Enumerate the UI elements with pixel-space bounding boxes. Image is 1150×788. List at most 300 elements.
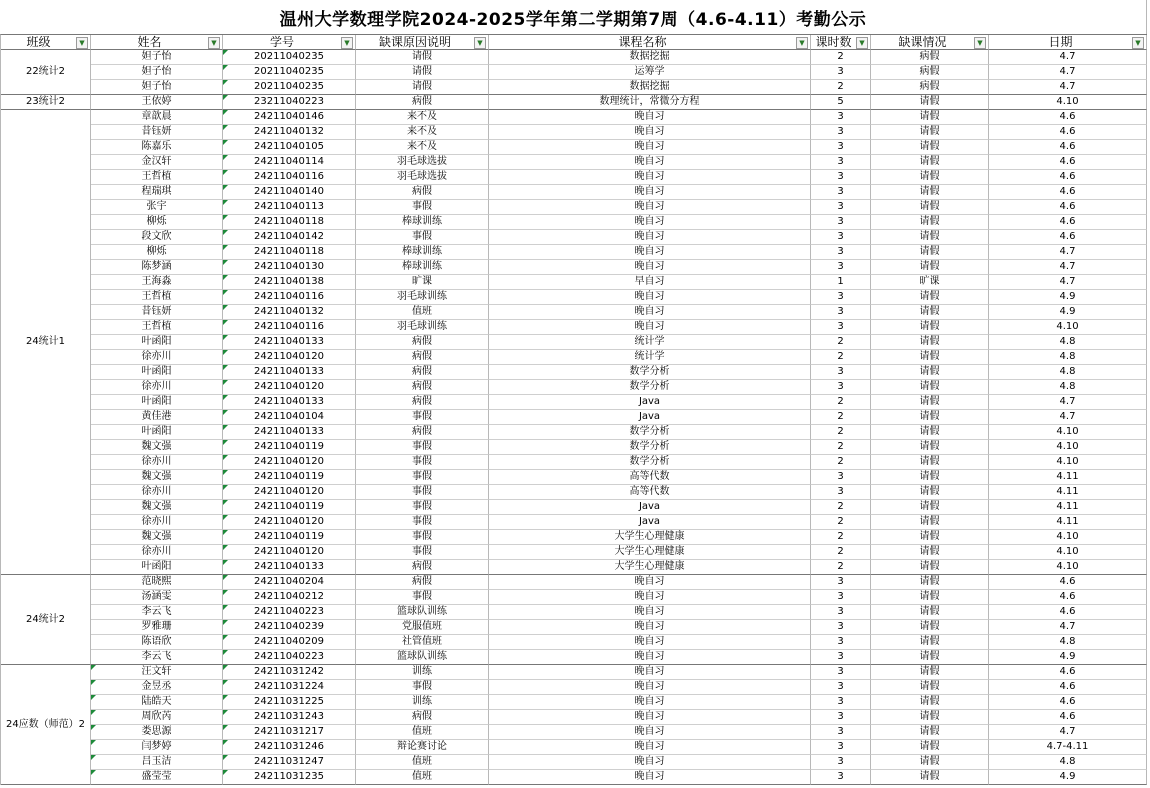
table-cell-date: 4.8 <box>989 755 1147 770</box>
table-cell-absence-type: 请假 <box>871 290 989 305</box>
table-cell-course: 晚自习 <box>489 170 811 185</box>
table-cell-reason: 棒球训练 <box>356 245 489 260</box>
table-cell-name: 范晓熙 <box>91 575 223 590</box>
table-cell-course: 统计学 <box>489 350 811 365</box>
table-cell-course: 早自习 <box>489 275 811 290</box>
column-header-label: 日期 <box>1048 35 1073 49</box>
table-cell-course: 晚自习 <box>489 185 811 200</box>
table-cell-reason: 辩论赛讨论 <box>356 740 489 755</box>
table-cell-hours: 3 <box>811 740 871 755</box>
table-cell-absence-type: 请假 <box>871 455 989 470</box>
table-cell-reason: 事假 <box>356 440 489 455</box>
table-cell-student-id: 24211040140 <box>223 185 356 200</box>
table-cell-date: 4.6 <box>989 575 1147 590</box>
table-cell-absence-type: 请假 <box>871 725 989 740</box>
table-cell-name: 金昱丞 <box>91 680 223 695</box>
table-cell-reason: 病假 <box>356 335 489 350</box>
table-cell-course: 晚自习 <box>489 320 811 335</box>
table-cell-date: 4.6 <box>989 215 1147 230</box>
table-cell-name: 魏文强 <box>91 530 223 545</box>
table-cell-absence-type: 病假 <box>871 50 989 65</box>
filter-dropdown-icon[interactable]: ▼ <box>208 37 220 49</box>
table-cell-student-id: 24211040114 <box>223 155 356 170</box>
table-cell-absence-type: 请假 <box>871 695 989 710</box>
table-cell-date: 4.10 <box>989 95 1147 110</box>
table-cell-reason: 病假 <box>356 395 489 410</box>
table-cell-absence-type: 请假 <box>871 560 989 575</box>
table-cell-reason: 来不及 <box>356 140 489 155</box>
table-cell-course: 晚自习 <box>489 620 811 635</box>
table-cell-hours: 2 <box>811 50 871 65</box>
table-cell-absence-type: 请假 <box>871 650 989 665</box>
table-cell-date: 4.7 <box>989 80 1147 95</box>
table-cell-student-id: 20211040235 <box>223 50 356 65</box>
table-cell-reason: 病假 <box>356 185 489 200</box>
table-cell-hours: 3 <box>811 755 871 770</box>
table-cell-reason: 羽毛球训练 <box>356 320 489 335</box>
table-cell-course: 晚自习 <box>489 155 811 170</box>
table-cell-name: 金汉轩 <box>91 155 223 170</box>
table-cell-date: 4.11 <box>989 500 1147 515</box>
table-cell-hours: 5 <box>811 95 871 110</box>
table-cell-reason: 事假 <box>356 410 489 425</box>
table-cell-absence-type: 请假 <box>871 575 989 590</box>
table-cell-student-id: 24211040119 <box>223 440 356 455</box>
table-cell-course: 晚自习 <box>489 725 811 740</box>
table-cell-date: 4.7 <box>989 725 1147 740</box>
table-cell-hours: 2 <box>811 410 871 425</box>
table-cell-absence-type: 请假 <box>871 410 989 425</box>
table-cell-name: 叶函阳 <box>91 560 223 575</box>
table-cell-course: 晚自习 <box>489 110 811 125</box>
table-cell-absence-type: 请假 <box>871 215 989 230</box>
table-cell-reason: 病假 <box>356 710 489 725</box>
table-cell-student-id: 24211040133 <box>223 365 356 380</box>
table-cell-student-id: 24211040133 <box>223 425 356 440</box>
table-cell-name: 叶函阳 <box>91 335 223 350</box>
table-cell-absence-type: 请假 <box>871 245 989 260</box>
table-cell-date: 4.7-4.11 <box>989 740 1147 755</box>
table-cell-absence-type: 请假 <box>871 365 989 380</box>
table-cell-student-id: 24211031224 <box>223 680 356 695</box>
table-cell-course: 数据挖掘 <box>489 80 811 95</box>
table-cell-hours: 3 <box>811 650 871 665</box>
table-cell-student-id: 24211031225 <box>223 695 356 710</box>
class-cell: 24统计1 <box>1 110 91 575</box>
table-cell-hours: 3 <box>811 215 871 230</box>
table-cell-student-id: 24211040223 <box>223 650 356 665</box>
table-cell-absence-type: 请假 <box>871 200 989 215</box>
table-cell-absence-type: 请假 <box>871 755 989 770</box>
table-cell-absence-type: 请假 <box>871 350 989 365</box>
table-cell-student-id: 24211040209 <box>223 635 356 650</box>
table-cell-course: 数学分析 <box>489 425 811 440</box>
column-header-label: 学号 <box>269 35 294 49</box>
class-cell: 24统计2 <box>1 575 91 665</box>
table-cell-absence-type: 请假 <box>871 530 989 545</box>
table-cell-hours: 3 <box>811 65 871 80</box>
table-cell-date: 4.10 <box>989 545 1147 560</box>
table-cell-date: 4.6 <box>989 680 1147 695</box>
table-cell-student-id: 24211040204 <box>223 575 356 590</box>
table-cell-hours: 3 <box>811 485 871 500</box>
table-cell-date: 4.6 <box>989 665 1147 680</box>
table-cell-hours: 3 <box>811 170 871 185</box>
table-cell-absence-type: 请假 <box>871 485 989 500</box>
table-cell-date: 4.6 <box>989 605 1147 620</box>
table-cell-date: 4.7 <box>989 620 1147 635</box>
table-cell-student-id: 24211040138 <box>223 275 356 290</box>
table-cell-reason: 事假 <box>356 455 489 470</box>
table-cell-course: 晚自习 <box>489 605 811 620</box>
table-cell-absence-type: 请假 <box>871 335 989 350</box>
table-cell-date: 4.8 <box>989 335 1147 350</box>
table-cell-hours: 3 <box>811 200 871 215</box>
table-cell-absence-type: 请假 <box>871 515 989 530</box>
table-cell-hours: 3 <box>811 665 871 680</box>
table-cell-course: 晚自习 <box>489 710 811 725</box>
table-cell-student-id: 24211040116 <box>223 320 356 335</box>
table-cell-reason: 来不及 <box>356 125 489 140</box>
table-cell-reason: 棒球训练 <box>356 215 489 230</box>
table-cell-absence-type: 请假 <box>871 395 989 410</box>
class-cell: 23统计2 <box>1 95 91 110</box>
table-cell-reason: 值班 <box>356 305 489 320</box>
table-cell-hours: 3 <box>811 110 871 125</box>
table-cell-absence-type: 请假 <box>871 740 989 755</box>
table-cell-name: 王海淼 <box>91 275 223 290</box>
table-cell-hours: 2 <box>811 455 871 470</box>
table-cell-reason: 值班 <box>356 770 489 785</box>
table-cell-absence-type: 请假 <box>871 680 989 695</box>
table-cell-hours: 3 <box>811 620 871 635</box>
table-cell-reason: 值班 <box>356 725 489 740</box>
table-cell-name: 程瑞琪 <box>91 185 223 200</box>
table-cell-reason: 党服值班 <box>356 620 489 635</box>
table-cell-reason: 病假 <box>356 380 489 395</box>
table-cell-student-id: 24211031247 <box>223 755 356 770</box>
table-cell-course: Java <box>489 410 811 425</box>
table-cell-hours: 3 <box>811 575 871 590</box>
table-cell-student-id: 24211040120 <box>223 485 356 500</box>
table-cell-reason: 事假 <box>356 470 489 485</box>
table-cell-course: 大学生心理健康 <box>489 560 811 575</box>
table-cell-name: 王哲植 <box>91 290 223 305</box>
table-cell-course: 晚自习 <box>489 260 811 275</box>
filter-dropdown-icon[interactable]: ▼ <box>474 37 486 49</box>
table-cell-hours: 2 <box>811 350 871 365</box>
table-cell-course: 晚自习 <box>489 290 811 305</box>
column-header-student-id <box>223 35 356 50</box>
table-cell-absence-type: 请假 <box>871 125 989 140</box>
table-cell-date: 4.10 <box>989 440 1147 455</box>
table-cell-date: 4.7 <box>989 410 1147 425</box>
table-cell-name: 盛莹莹 <box>91 770 223 785</box>
table-cell-reason: 事假 <box>356 680 489 695</box>
table-cell-reason: 事假 <box>356 500 489 515</box>
table-cell-course: 数理统计，常微分方程 <box>489 95 811 110</box>
table-cell-name: 段文欣 <box>91 230 223 245</box>
table-cell-date: 4.11 <box>989 485 1147 500</box>
table-cell-hours: 2 <box>811 560 871 575</box>
table-cell-student-id: 24211040133 <box>223 395 356 410</box>
table-cell-absence-type: 请假 <box>871 665 989 680</box>
table-cell-course: 晚自习 <box>489 665 811 680</box>
table-cell-reason: 羽毛球选拔 <box>356 155 489 170</box>
table-cell-reason: 事假 <box>356 515 489 530</box>
table-cell-hours: 2 <box>811 545 871 560</box>
table-cell-name: 叶函阳 <box>91 365 223 380</box>
table-cell-student-id: 24211040105 <box>223 140 356 155</box>
table-cell-hours: 3 <box>811 260 871 275</box>
filter-dropdown-icon[interactable]: ▼ <box>1132 37 1144 49</box>
table-cell-student-id: 24211040146 <box>223 110 356 125</box>
table-cell-name: 徐亦川 <box>91 350 223 365</box>
table-cell-date: 4.6 <box>989 155 1147 170</box>
table-cell-reason: 来不及 <box>356 110 489 125</box>
table-cell-date: 4.9 <box>989 650 1147 665</box>
table-cell-student-id: 24211031243 <box>223 710 356 725</box>
table-cell-date: 4.8 <box>989 365 1147 380</box>
table-cell-student-id: 24211040120 <box>223 455 356 470</box>
table-cell-course: 统计学 <box>489 335 811 350</box>
table-cell-student-id: 24211040116 <box>223 170 356 185</box>
table-cell-hours: 3 <box>811 245 871 260</box>
table-cell-hours: 1 <box>811 275 871 290</box>
table-cell-course: 晚自习 <box>489 575 811 590</box>
table-cell-course: 数据挖掘 <box>489 50 811 65</box>
table-cell-course: 晚自习 <box>489 200 811 215</box>
table-cell-student-id: 24211031242 <box>223 665 356 680</box>
table-cell-hours: 2 <box>811 425 871 440</box>
table-cell-course: 晚自习 <box>489 140 811 155</box>
table-cell-reason: 病假 <box>356 425 489 440</box>
table-cell-name: 柳烁 <box>91 215 223 230</box>
table-cell-date: 4.7 <box>989 260 1147 275</box>
table-cell-absence-type: 病假 <box>871 65 989 80</box>
table-cell-date: 4.6 <box>989 140 1147 155</box>
table-cell-date: 4.6 <box>989 590 1147 605</box>
table-cell-name: 吕玉洁 <box>91 755 223 770</box>
table-cell-reason: 病假 <box>356 575 489 590</box>
table-cell-absence-type: 请假 <box>871 170 989 185</box>
table-cell-student-id: 24211040120 <box>223 545 356 560</box>
table-cell-date: 4.7 <box>989 275 1147 290</box>
table-cell-student-id: 24211040116 <box>223 290 356 305</box>
table-cell-hours: 3 <box>811 305 871 320</box>
table-cell-hours: 2 <box>811 440 871 455</box>
column-header-label: 班级 <box>26 35 51 49</box>
table-cell-student-id: 24211040133 <box>223 335 356 350</box>
table-cell-absence-type: 请假 <box>871 635 989 650</box>
table-cell-student-id: 24211040118 <box>223 215 356 230</box>
table-cell-reason: 事假 <box>356 200 489 215</box>
table-cell-hours: 3 <box>811 680 871 695</box>
table-cell-name: 陆皓天 <box>91 695 223 710</box>
table-cell-course: 晚自习 <box>489 305 811 320</box>
table-cell-name: 黄佳港 <box>91 410 223 425</box>
table-cell-absence-type: 请假 <box>871 260 989 275</box>
table-cell-name: 陈梦涵 <box>91 260 223 275</box>
filter-dropdown-icon[interactable]: ▼ <box>974 37 986 49</box>
table-cell-course: 大学生心理健康 <box>489 530 811 545</box>
table-cell-date: 4.10 <box>989 455 1147 470</box>
table-cell-reason: 篮球队训练 <box>356 605 489 620</box>
table-cell-student-id: 24211040119 <box>223 500 356 515</box>
filter-dropdown-icon[interactable]: ▼ <box>76 37 88 49</box>
column-header-hours <box>811 35 871 50</box>
table-cell-name: 昔钰妍 <box>91 305 223 320</box>
table-cell-date: 4.9 <box>989 290 1147 305</box>
table-cell-name: 昔钰妍 <box>91 125 223 140</box>
table-cell-name: 张宇 <box>91 200 223 215</box>
table-cell-name: 汪文轩 <box>91 665 223 680</box>
table-cell-reason: 病假 <box>356 365 489 380</box>
table-cell-course: 晚自习 <box>489 755 811 770</box>
table-cell-hours: 2 <box>811 515 871 530</box>
table-cell-student-id: 24211040120 <box>223 515 356 530</box>
table-cell-student-id: 24211040119 <box>223 530 356 545</box>
table-cell-student-id: 24211031246 <box>223 740 356 755</box>
table-cell-date: 4.6 <box>989 110 1147 125</box>
table-cell-hours: 3 <box>811 470 871 485</box>
table-cell-date: 4.9 <box>989 305 1147 320</box>
table-cell-hours: 2 <box>811 530 871 545</box>
table-cell-absence-type: 病假 <box>871 80 989 95</box>
table-cell-date: 4.7 <box>989 395 1147 410</box>
table-cell-name: 李云飞 <box>91 650 223 665</box>
table-cell-absence-type: 请假 <box>871 770 989 785</box>
table-cell-absence-type: 请假 <box>871 305 989 320</box>
filter-dropdown-icon[interactable]: ▼ <box>856 37 868 49</box>
column-header-label: 缺课情况 <box>898 35 947 49</box>
table-cell-course: Java <box>489 395 811 410</box>
table-cell-name: 柳烁 <box>91 245 223 260</box>
class-cell: 24应数（师范）2 <box>1 665 91 785</box>
table-cell-student-id: 20211040235 <box>223 65 356 80</box>
table-cell-name: 娄思源 <box>91 725 223 740</box>
table-cell-student-id: 24211040212 <box>223 590 356 605</box>
table-cell-reason: 篮球队训练 <box>356 650 489 665</box>
table-cell-reason: 训练 <box>356 695 489 710</box>
table-cell-course: 晚自习 <box>489 230 811 245</box>
table-cell-hours: 3 <box>811 605 871 620</box>
table-cell-course: 晚自习 <box>489 770 811 785</box>
table-cell-name: 魏文强 <box>91 440 223 455</box>
table-cell-name: 汤涵雯 <box>91 590 223 605</box>
filter-dropdown-icon[interactable]: ▼ <box>796 37 808 49</box>
column-header-label: 课时数 <box>815 35 852 49</box>
table-cell-hours: 3 <box>811 770 871 785</box>
table-cell-student-id: 24211040118 <box>223 245 356 260</box>
table-cell-student-id: 24211040119 <box>223 470 356 485</box>
table-cell-hours: 3 <box>811 710 871 725</box>
table-cell-reason: 棒球训练 <box>356 260 489 275</box>
table-cell-reason: 羽毛球选拔 <box>356 170 489 185</box>
table-cell-name: 周欣芮 <box>91 710 223 725</box>
table-cell-reason: 旷课 <box>356 275 489 290</box>
table-cell-hours: 2 <box>811 395 871 410</box>
table-cell-course: 数学分析 <box>489 380 811 395</box>
table-cell-name: 妲子怡 <box>91 50 223 65</box>
table-cell-absence-type: 请假 <box>871 380 989 395</box>
table-cell-reason: 病假 <box>356 560 489 575</box>
table-cell-absence-type: 请假 <box>871 500 989 515</box>
column-header-label: 缺课原因说明 <box>378 35 451 49</box>
sheet-title: 温州大学数理学院2024-2025学年第二学期第7周（4.6-4.11）考勤公示 <box>0 0 1147 34</box>
table-cell-student-id: 23211040223 <box>223 95 356 110</box>
table-cell-name: 王哲植 <box>91 170 223 185</box>
table-cell-student-id: 24211040120 <box>223 380 356 395</box>
table-cell-reason: 训练 <box>356 665 489 680</box>
table-cell-absence-type: 请假 <box>871 185 989 200</box>
table-cell-date: 4.10 <box>989 530 1147 545</box>
table-cell-hours: 3 <box>811 635 871 650</box>
table-cell-name: 陈嘉乐 <box>91 140 223 155</box>
table-cell-date: 4.6 <box>989 185 1147 200</box>
table-cell-name: 魏文强 <box>91 500 223 515</box>
table-cell-name: 徐亦川 <box>91 380 223 395</box>
filter-dropdown-icon[interactable]: ▼ <box>341 37 353 49</box>
table-cell-date: 4.7 <box>989 65 1147 80</box>
column-header-label: 姓名 <box>137 35 162 49</box>
table-cell-name: 徐亦川 <box>91 455 223 470</box>
table-cell-date: 4.6 <box>989 695 1147 710</box>
table-cell-date: 4.10 <box>989 425 1147 440</box>
table-cell-date: 4.8 <box>989 380 1147 395</box>
table-cell-hours: 3 <box>811 185 871 200</box>
table-cell-student-id: 24211040132 <box>223 125 356 140</box>
table-cell-course: 晚自习 <box>489 125 811 140</box>
table-cell-name: 妲子怡 <box>91 80 223 95</box>
table-cell-hours: 3 <box>811 125 871 140</box>
column-header-date <box>989 35 1147 50</box>
table-cell-course: 大学生心理健康 <box>489 545 811 560</box>
table-cell-name: 王依婷 <box>91 95 223 110</box>
column-header-class <box>1 35 91 50</box>
table-cell-student-id: 24211040120 <box>223 350 356 365</box>
table-cell-reason: 事假 <box>356 530 489 545</box>
table-cell-student-id: 24211040223 <box>223 605 356 620</box>
table-cell-course: 数学分析 <box>489 365 811 380</box>
table-cell-student-id: 24211040104 <box>223 410 356 425</box>
table-cell-course: 晚自习 <box>489 740 811 755</box>
table-cell-course: 晚自习 <box>489 245 811 260</box>
table-cell-course: Java <box>489 515 811 530</box>
table-cell-absence-type: 请假 <box>871 605 989 620</box>
table-cell-absence-type: 请假 <box>871 425 989 440</box>
table-cell-date: 4.10 <box>989 320 1147 335</box>
table-cell-name: 王哲植 <box>91 320 223 335</box>
table-cell-name: 陈语欣 <box>91 635 223 650</box>
table-cell-hours: 3 <box>811 590 871 605</box>
table-cell-course: 晚自习 <box>489 215 811 230</box>
table-cell-reason: 事假 <box>356 485 489 500</box>
table-cell-absence-type: 请假 <box>871 95 989 110</box>
table-cell-hours: 2 <box>811 80 871 95</box>
attendance-table <box>0 34 1147 785</box>
table-cell-hours: 3 <box>811 725 871 740</box>
table-cell-absence-type: 请假 <box>871 155 989 170</box>
table-cell-date: 4.11 <box>989 515 1147 530</box>
table-cell-reason: 事假 <box>356 590 489 605</box>
table-cell-absence-type: 请假 <box>871 620 989 635</box>
table-cell-date: 4.6 <box>989 125 1147 140</box>
table-cell-hours: 3 <box>811 695 871 710</box>
table-cell-course: 运筹学 <box>489 65 811 80</box>
table-cell-hours: 3 <box>811 230 871 245</box>
table-cell-course: 晚自习 <box>489 650 811 665</box>
